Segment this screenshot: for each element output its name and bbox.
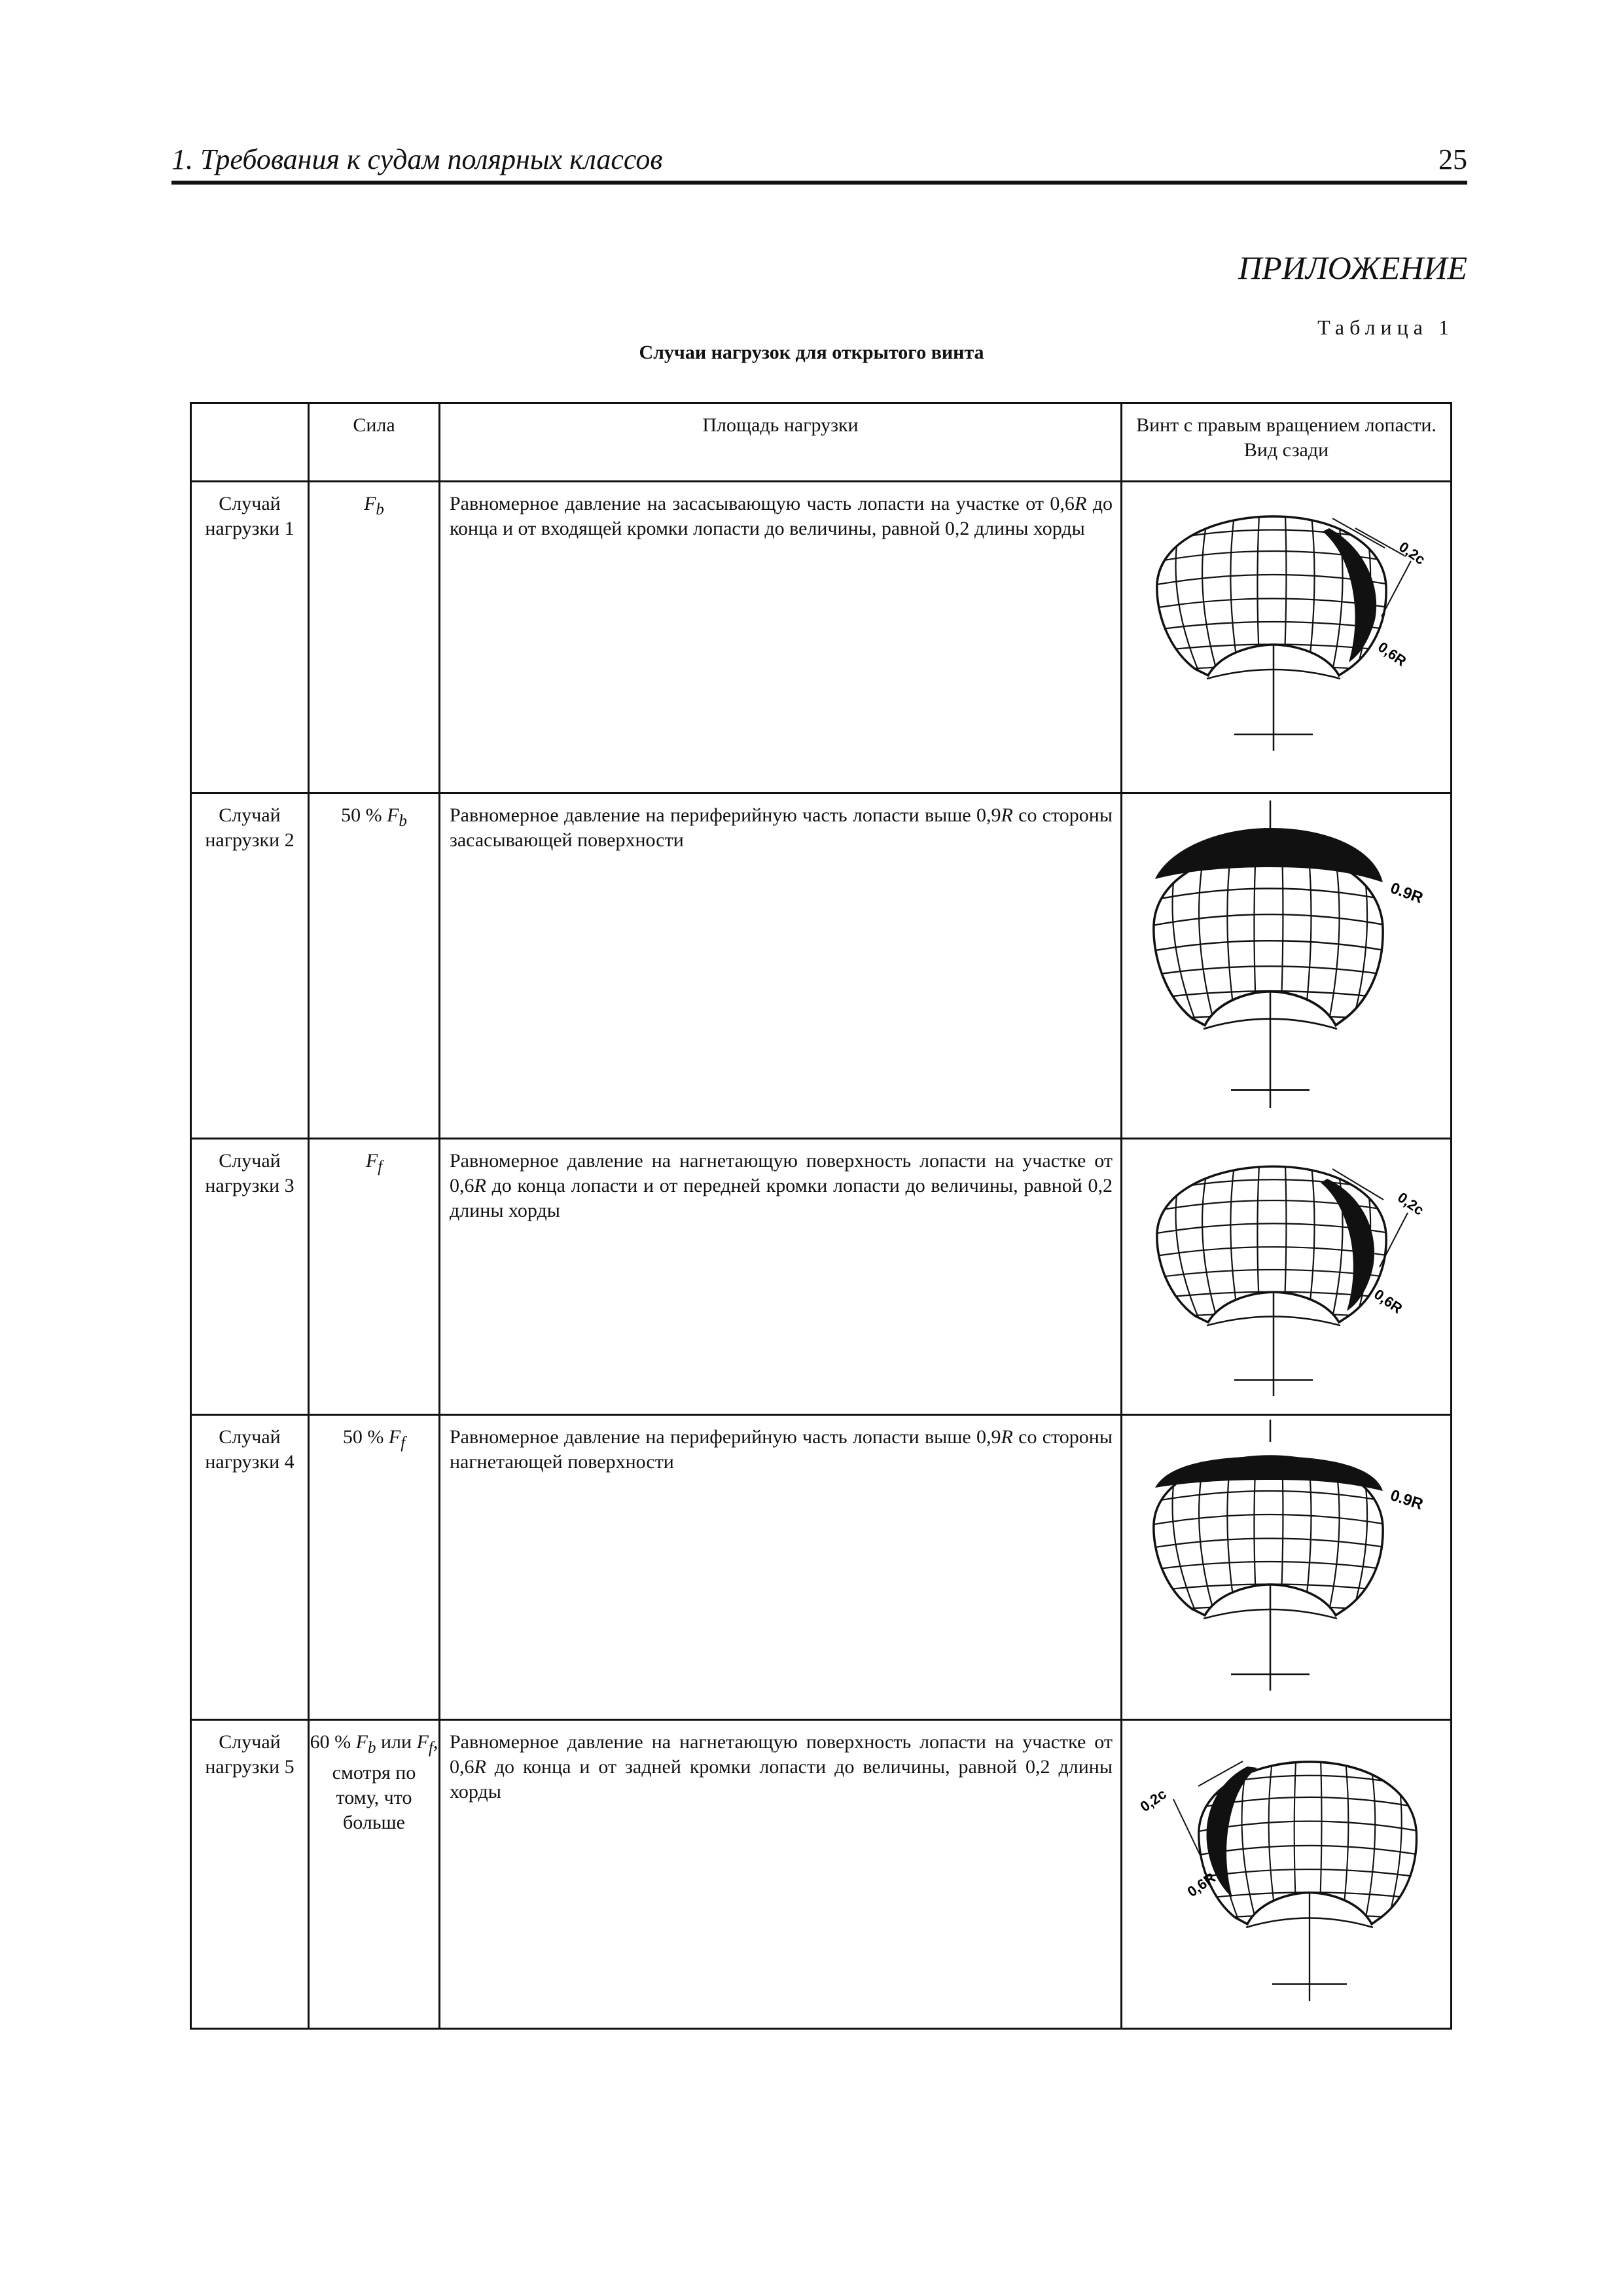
area-radius-symbol: R [474,1756,486,1778]
area-cell [440,793,1122,1139]
picture-cell [1122,793,1452,1139]
dimension-label-radius: 0,6R [1370,1285,1406,1317]
dimension-label-chord: 0,2c [1394,1189,1427,1219]
load-cases-table [190,402,1452,2030]
propeller-blade-diagram [1136,1139,1437,1408]
propeller-blade-diagram [1136,482,1437,757]
area-text-2: до конца лопасти и от передней кромки лопасти до величины, равной 0,2 длины хорды [450,1175,1113,1221]
force-cell [309,482,440,793]
case-label: Случай нагрузки 3 [205,1150,294,1196]
dimension-label-chord: 0,2c [1395,538,1429,568]
force-prefix: 50 % [341,804,387,826]
table-label: Таблица 1 [1317,315,1454,339]
force-subscript: f [378,1158,383,1175]
picture-cell [1122,1720,1452,2029]
case-cell [191,1720,309,2029]
area-cell [440,482,1122,793]
case-cell [191,793,309,1139]
propeller-blade-diagram [1133,794,1440,1121]
force-symbol: F [388,1426,401,1448]
dimension-label-radius: 0,6R [1374,638,1410,670]
force-subscript: b [399,812,407,830]
area-cell [440,1415,1122,1720]
area-radius-symbol: R [474,1175,486,1196]
header-area: Площадь нагрузки [440,403,1122,482]
force-cell [309,1720,440,2029]
force-prefix: 60 % [310,1731,356,1753]
running-header [171,143,1467,185]
case-label: Случай нагрузки 2 [205,804,294,851]
case-label: Случай нагрузки 1 [205,493,294,539]
area-text-1: Равномерное давление на периферийную часть лопасти выше 0,9 [450,1426,1001,1448]
header-force: Сила [309,403,440,482]
force-cell [309,1139,440,1415]
running-title: 1. Требования к судам полярных классов [171,143,663,175]
dimension-label-radius: 0.9R [1387,1486,1425,1514]
area-text-1: Равномерное давление на нагнетающую поверхность лопасти на участке от 0,6 [450,1150,1113,1196]
case-cell [191,1139,309,1415]
force-cell [309,793,440,1139]
page-number: 25 [1438,143,1467,175]
area-radius-symbol: R [1074,493,1087,514]
dimension-label-radius: 0.9R [1387,879,1425,907]
table-header-row [191,403,1452,482]
case-cell [191,482,309,793]
force-subscript: f [401,1434,406,1452]
picture-cell [1122,482,1452,793]
area-text-1: Равномерное давление на нагнетающую поверхность лопасти на участке от 0,6 [450,1731,1113,1778]
header-case [191,403,309,482]
force-subscript-2: f [428,1739,433,1757]
table-row [191,1139,1452,1415]
area-text-1: Равномерное давление на периферийную часть лопасти выше 0,9 [450,804,1001,826]
picture-cell [1122,1415,1452,1720]
appendix-title: ПРИЛОЖЕНИЕ [1238,249,1467,286]
area-text-2: со стороны засасывающей поверхности [450,804,1113,851]
table-caption: Случаи нагрузок для открытого винта [639,342,984,363]
force-prefix: 50 % [342,1426,389,1448]
case-cell [191,1415,309,1720]
table-row [191,482,1452,793]
dimension-label-chord: 0,2c [1137,1785,1169,1816]
force-subscript: b [376,501,384,518]
force-suffix: , смотря по тому, что больше [332,1731,438,1833]
case-label: Случай нагрузки 4 [205,1426,294,1473]
dimension-label-radius: 0,6R [1184,1869,1219,1901]
propeller-blade-diagram [1133,1416,1440,1710]
force-subscript: b [367,1739,376,1757]
force-symbol: F [364,493,376,514]
table-row [191,1720,1452,2029]
header-picture: Винт с правым вращением лопасти. Вид сзади [1122,403,1452,482]
force-symbol: F [387,804,399,826]
force-symbol: F [355,1731,368,1753]
force-symbol-2: F [416,1731,429,1753]
area-text-2: до конца и от задней кромки лопасти до величины, равной 0,2 длины хорды [450,1756,1113,1803]
case-label: Случай нагрузки 5 [205,1731,294,1778]
propeller-blade-diagram [1133,1721,1440,2022]
area-radius-symbol: R [1001,1426,1013,1448]
force-cell [309,1415,440,1720]
area-text-2: со стороны нагнетающей поверхности [450,1426,1113,1473]
area-text-1: Равномерное давление на засасывающую часть лопасти на участке от 0,6 [450,493,1075,514]
force-conjunction: или [376,1731,417,1753]
area-cell [440,1720,1122,2029]
area-radius-symbol: R [1001,804,1013,826]
table-row [191,793,1452,1139]
area-cell [440,1139,1122,1415]
force-symbol: F [365,1150,378,1172]
table-row [191,1415,1452,1720]
area-text-2: до конца и от входящей кромки лопасти до величины, равной 0,2 длины хорды [450,493,1113,539]
picture-cell [1122,1139,1452,1415]
